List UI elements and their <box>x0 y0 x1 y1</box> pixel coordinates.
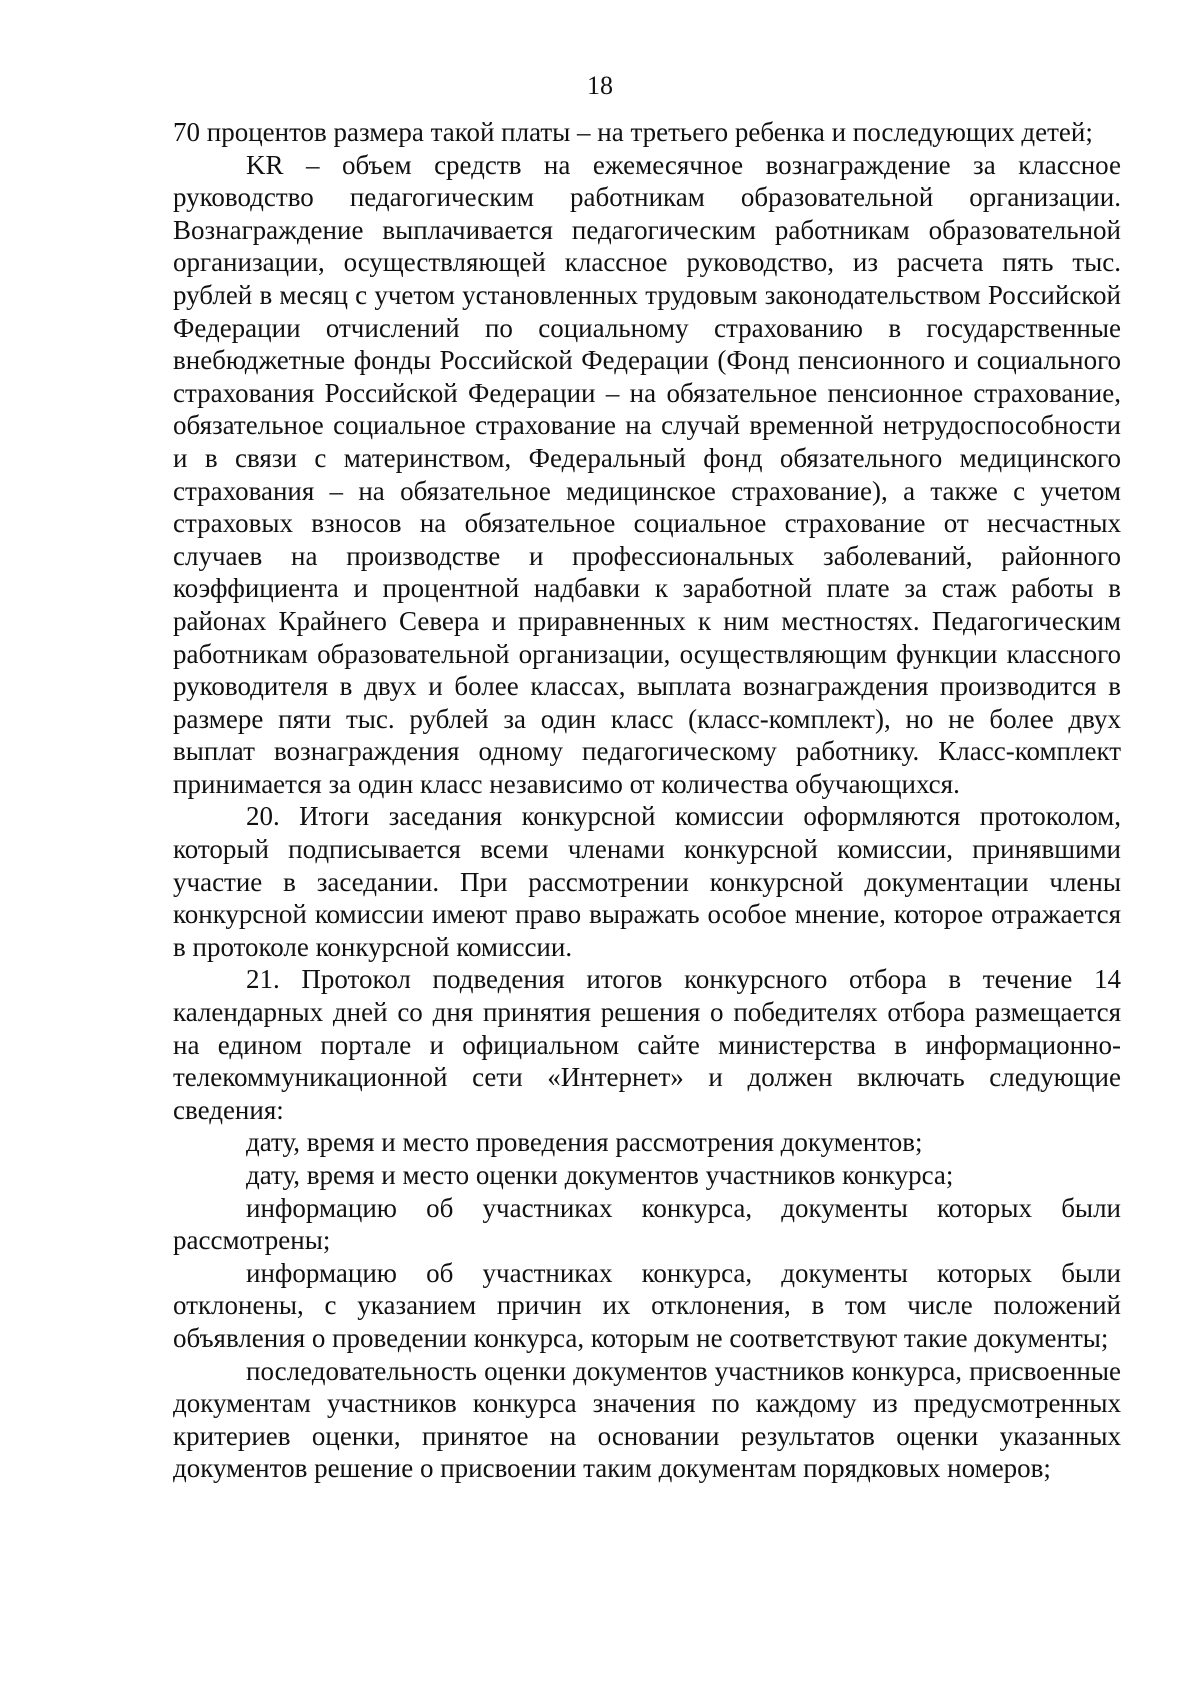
list-item-evaluation-sequence: последовательность оценки документов участников конкурса, присвоенные документам участников конкурса значения по каждому из предусмотренных критериев оценки, принятое на основании результатов оценки указанных документов решение о присвоении таким документам порядковых номеров; <box>173 1355 1121 1484</box>
paragraph-item-21: 21. Протокол подведения итогов конкурсного отбора в течение 14 календарных дней со дня принятия решения о победителях отбора размещается на едином портале и официальном сайте министерства в информационно-телекоммуникационной сети «Интернет» и должен включать следующие сведения: <box>173 964 1121 1125</box>
paragraph-item-20: 20. Итоги заседания конкурсной комиссии оформляются протоколом, который подписывается всеми членами конкурсной комиссии, принявшими участие в заседании. При рассмотрении конкурсной документации члены конкурсной комиссии имеют право выражать особое мнение, которое отражается в протоколе конкурсной комиссии. <box>173 801 1121 962</box>
paragraph-fee-continuation: 70 процентов размера такой платы – на третьего ребенка и последующих детей; <box>173 117 1093 147</box>
list-item-review-date: дату, время и место проведения рассмотрения документов; <box>246 1127 923 1158</box>
document-body <box>173 116 1121 1485</box>
list-item-evaluation-date: дату, время и место оценки документов участников конкурса; <box>246 1160 954 1190</box>
paragraph-kr-definition: KR – объем средств на ежемесячное вознаграждение за классное руководство педагогическим работникам образовательной организации. Вознаграждение выплачивается педагогическим работникам образовательной организации, осуществляющей классное руководство, из расчета пять тыс. рублей в месяц с учетом установленных трудовым законодательством Российской Федерации отчислений по социальному страхованию в государственные внебюджетные фонды Российской Федерации (Фонд пенсионного и социального страхования Российской Федерации – на обязательное пенсионное страхование, обязательное социальное страхование на случай временной нетрудоспособности и в связи с материнством, Федеральный фонд обязательного медицинского страхования – на обязательное медицинское страхование), а также с учетом страховых взносов на обязательное социальное страхование от несчастных случаев на производстве и профессиональных заболеваний, районного коэффициента и процентной надбавки к заработной плате за стаж работы в районах Крайнего Севера и приравненных к ним местностях. Педагогическим работникам образовательной организации, осуществляющим функции классного руководителя в двух и более классах, выплата вознаграждения производится в размере пяти тыс. рублей за один класс (класс-комплект), но не более двух выплат вознаграждения одному педагогическому работнику. Класс-комплект принимается за один класс независимо от количества обучающихся. <box>173 149 1121 799</box>
list-item-reviewed-participants: информацию об участниках конкурса, документы которых были рассмотрены; <box>173 1192 1121 1256</box>
page-number: 18 <box>587 71 613 100</box>
list-item-rejected-participants: информацию об участниках конкурса, документы которых были отклонены, с указанием причин их отклонения, в том числе положений объявления о проведении конкурса, которым не соответствуют такие документы; <box>173 1257 1121 1353</box>
